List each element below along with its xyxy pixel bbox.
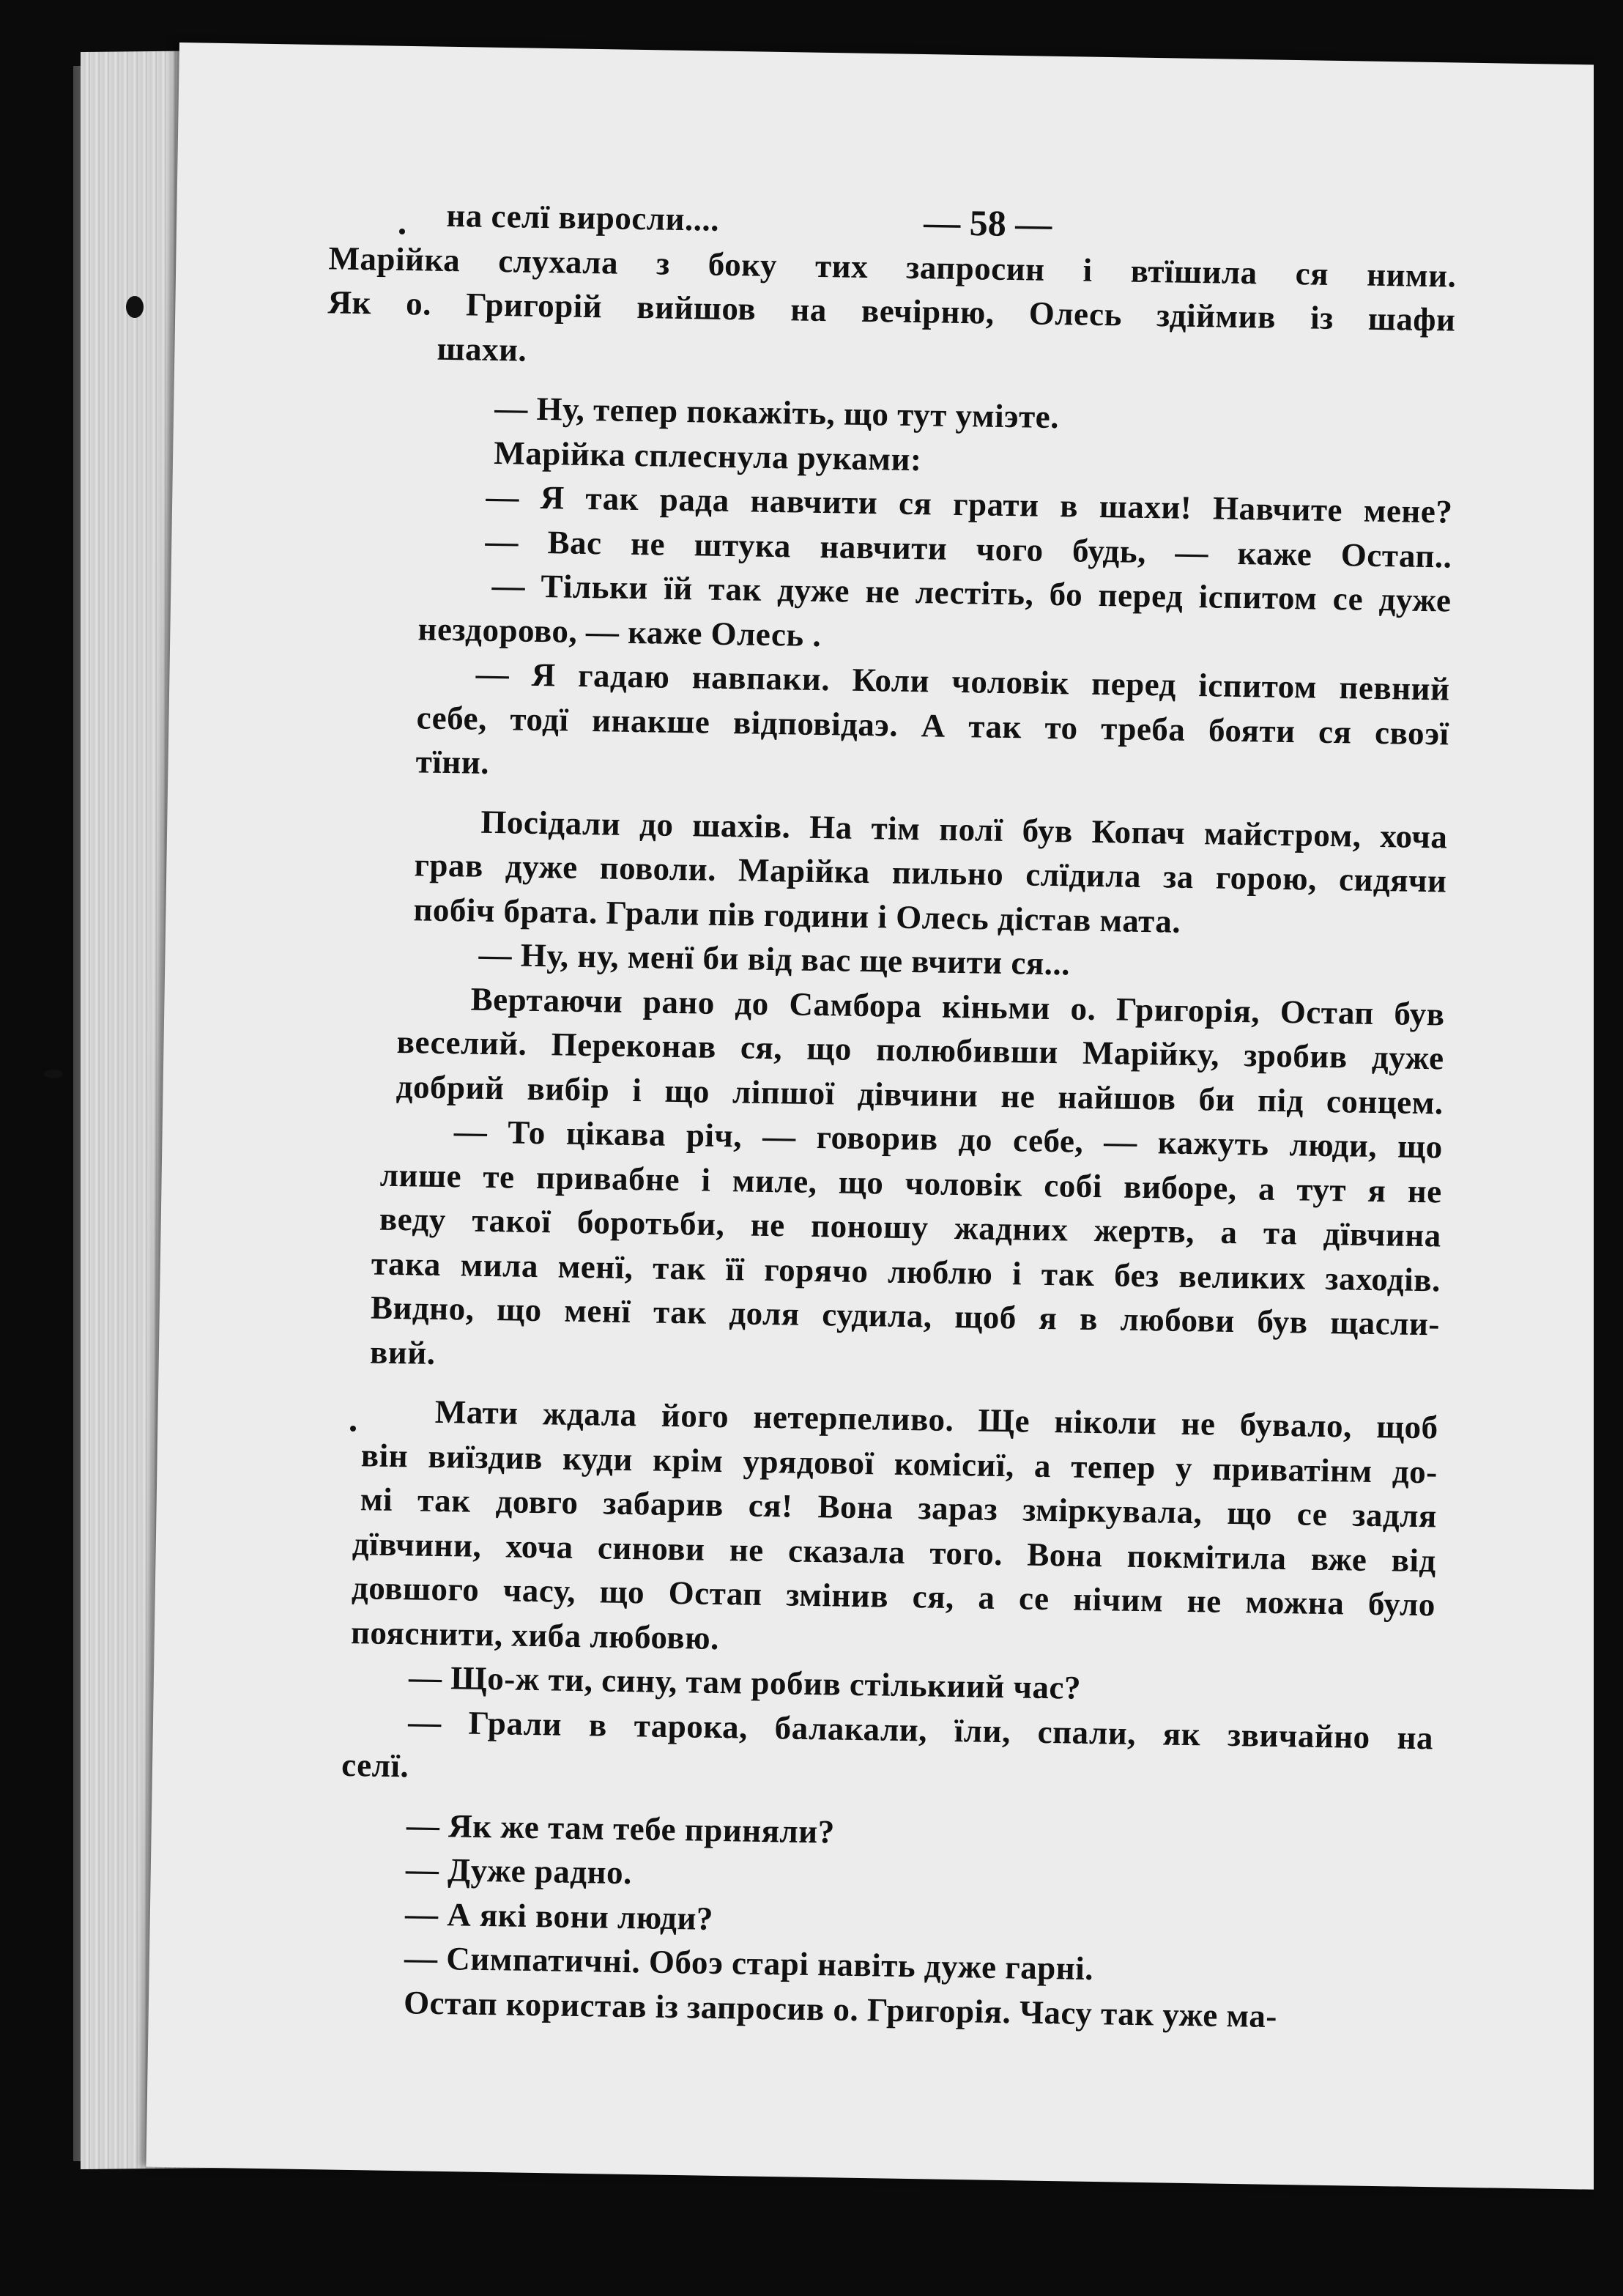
text-line: він виїздив куди крім урядової комісиї, а тепер у приватінм до- — [360, 1436, 1438, 1490]
text-line: — Я так рада навчити ся грати в шахи! Навчите мене? — [486, 478, 1453, 530]
text-line: веду такої боротьби, не поношу жадних жертв, а та дївчина — [379, 1200, 1442, 1254]
text-line: Марійка сплеснула руками: — [494, 434, 922, 478]
scan-border-right — [1594, 0, 1623, 2296]
text-line: — Ну, тепер покажіть, що тут уміэте. — [494, 389, 1060, 436]
text-line: Посідали до шахів. На тім полї був Копач майстром, хоча — [480, 803, 1448, 855]
text-line: — Дуже радно. — [405, 1851, 633, 1892]
scan-speck — [44, 1070, 63, 1078]
text-line: веселий. Переконав ся, що полюбивши Марійку, зробив дуже — [396, 1023, 1444, 1077]
text-line: — Симпатичні. Обоэ старі навіть дуже гарні. — [404, 1939, 1094, 1988]
text-line: довшого часу, що Остап змінив ся, а се нічим не можна було — [351, 1569, 1436, 1623]
text-line: на селї виросли.... — [446, 196, 720, 238]
text-line: — Грали в тарока, балакали, їли, спали, як звичайно на — [407, 1703, 1434, 1756]
text-line: Остап користав із запросив о. Григорія. Часу так уже ма- — [403, 1983, 1278, 2034]
text-line: дївчини, хоча синови не сказала того. Вона покмітила вже від — [352, 1525, 1437, 1579]
text-line: Як о. Григорій вийшов на вечірню, Олесь здіймив із шафи — [327, 284, 1456, 338]
text-line: вий. — [369, 1333, 436, 1371]
text-line: добрий вибір і що ліпшої дівчини не найшов би під сонцем. — [395, 1067, 1444, 1121]
text-line: — Тільки їй так дуже не лестіть, бо перед іспитом се дуже — [491, 566, 1452, 619]
text-line: лише те привабне і миле, що чоловік собі вибоpе, а тут я не — [379, 1156, 1443, 1210]
text-line: Видно, що менї так доля судила, щоб я в любови був щасли- — [370, 1289, 1441, 1343]
text-line: — Вас не штука навчити чого будь, — каже Остап.. — [485, 522, 1452, 575]
text-line: — Що-ж ти, сину, там робив стількиий час? — [408, 1659, 1082, 1706]
page-text — [235, 190, 1457, 2040]
text-line: — Ну, ну, менї би від вас ще вчити ся... — [478, 936, 1071, 982]
text-line: селї. — [341, 1746, 409, 1785]
scan-speck — [126, 296, 144, 318]
text-line: — Як же там тебе приняли? — [406, 1806, 836, 1851]
text-line: побіч брата. Грали пів години і Олесь дістав мата. — [413, 890, 1181, 940]
text-line: Мати ждала його нетерпеливо. Ще ніколи не бувало, щоб — [434, 1393, 1439, 1446]
text-line: така мила менї, так її горячо люблю і так без великих заходів. — [371, 1244, 1441, 1298]
text-line: — А які вони люди? — [404, 1895, 714, 1937]
scan-speck — [350, 1426, 356, 1432]
text-line: Марійка слухала з боку тих запросин і втїшила ся ними. — [328, 239, 1457, 295]
text-line: нездорово, — каже Олесь . — [417, 610, 822, 653]
text-line: мі так довго забарив ся! Вона зараз зміркувала, що се задля — [360, 1481, 1438, 1535]
page-number: — 58 — — [923, 201, 1052, 245]
text-line: грав дуже поволи. Марійка пильно слїдила за горою, сидячи — [414, 846, 1447, 900]
text-line: Вертаючи рано до Самбора кіньми о. Григорія, Остап був — [470, 980, 1445, 1032]
scan-speck — [399, 229, 405, 234]
text-line: шахи. — [437, 330, 527, 369]
text-line: тїни. — [415, 743, 490, 781]
text-line: себе, тодї инакше відповідаэ. А так то треба бояти ся своэї — [416, 698, 1449, 752]
text-line: пояснити, хиба любовю. — [350, 1613, 720, 1656]
text-line: — То цікава річ, — говорив до себе, — кажуть люди, що — [453, 1113, 1444, 1166]
text-line: — Я гадаю навпаки. Коли чоловік перед іспитом певний — [475, 655, 1450, 708]
